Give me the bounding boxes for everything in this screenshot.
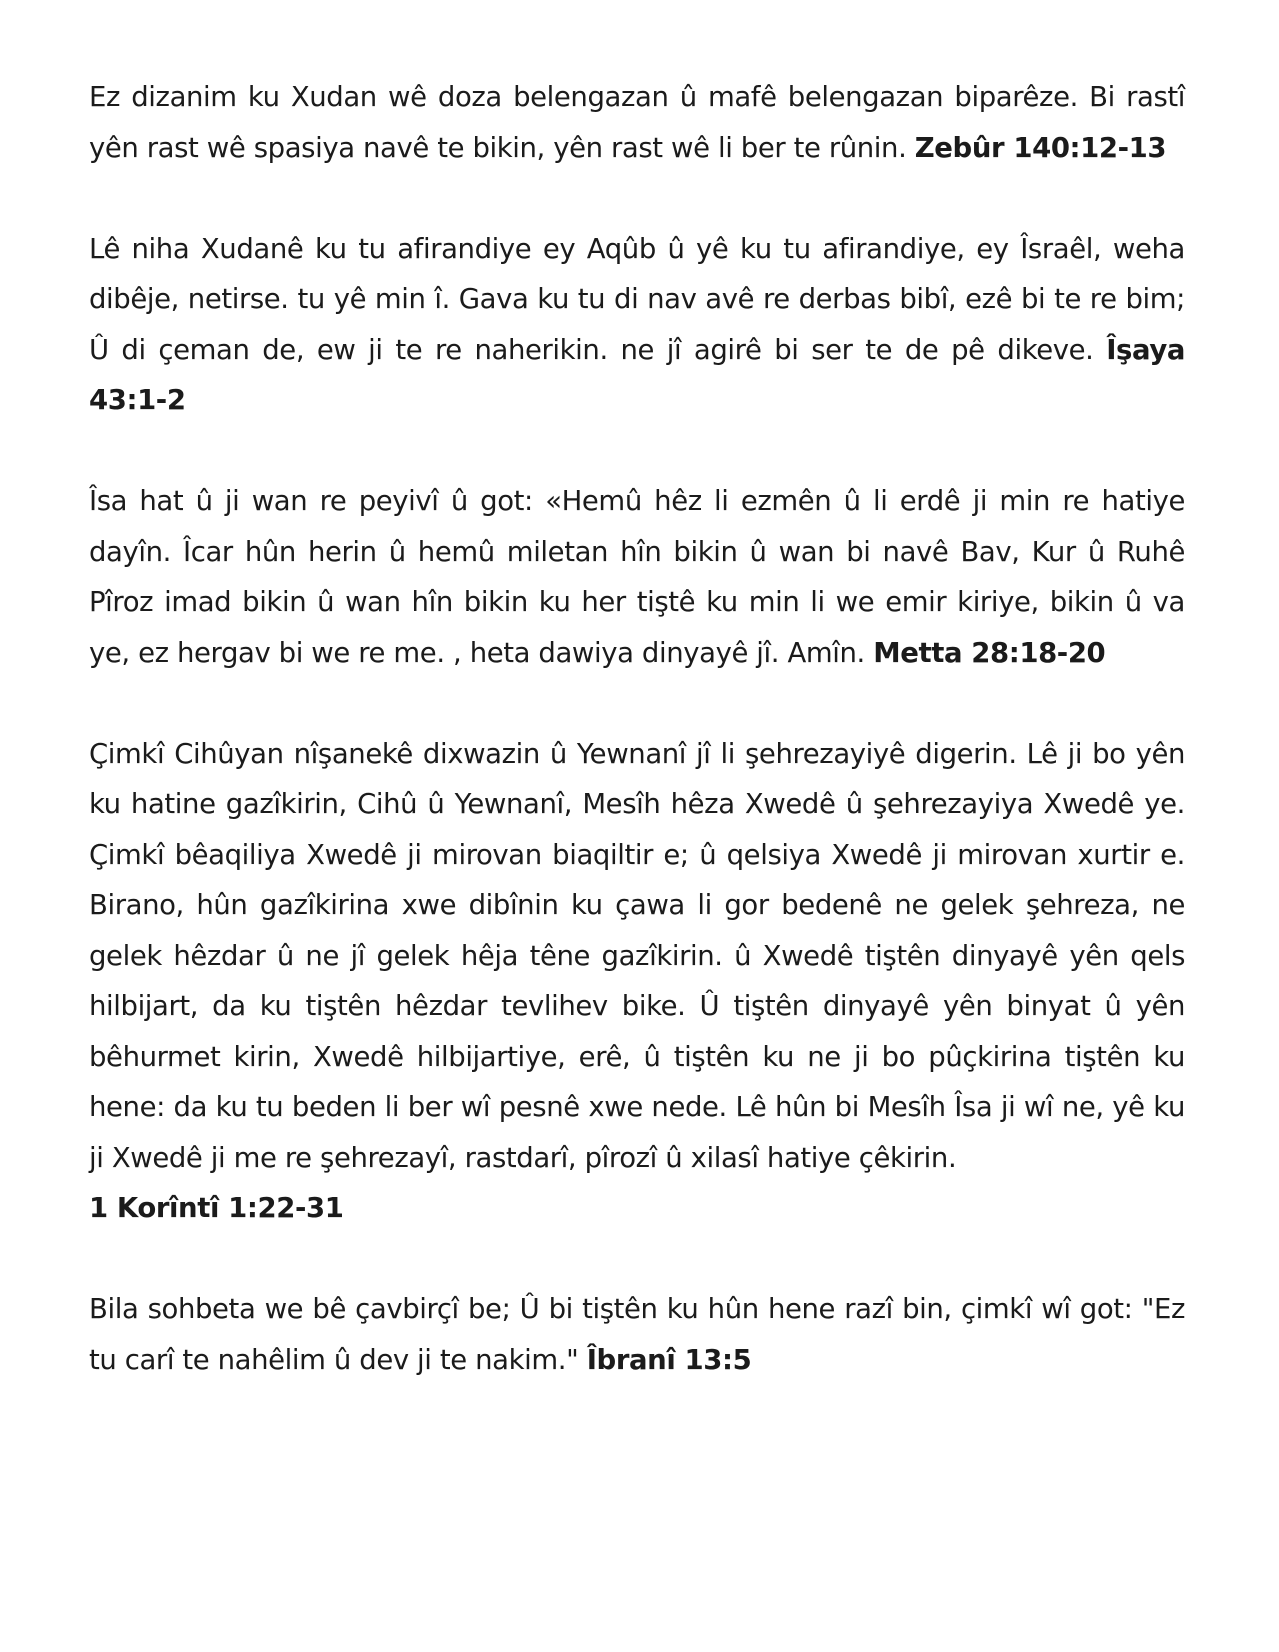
verse-reference: Metta 28:18-20 [873,636,1106,669]
passage-text: Îsa hat û ji wan re peyivî û got: «Hemû hêz li ezmên û li erdê ji min re hatiye dayîn. Îcar hûn herin û hemû miletan hîn bikin û wan bi navê Bav, Kur û Ruhê Pîroz imad bikin û wan hîn bikin ku her tiştê ku min li we emir kiriye, bikin û va ye, ez hergav bi we re me. , heta dawiya dinyayê jî. Amîn. [89,485,1185,669]
passage-text: Lê niha Xudanê ku tu afirandiye ey Aqûb û yê ku tu afirandiye, ey Îsraêl, weha dibêje, netirse. tu yê min î. Gava ku tu di nav avê re derbas bibî, ezê bi te re bim; Û di çeman de, ew ji te re naherikin. ne jî agirê bi ser te de pê dikeve. [89,232,1185,366]
passage-ibrani [89,1284,1185,1385]
document-page [89,72,1185,1436]
passage-metta [89,476,1185,678]
passage-text: Bila sohbeta we bê çavbirçî be; Û bi tiştên ku hûn hene razî bin, çimkî wî got: "Ez tu carî te nahêlim û dev ji te nakim." [89,1293,1185,1376]
passage-isaya [89,224,1185,426]
passage-zebur [89,72,1185,173]
passage-text: Çimkî Cihûyan nîşanekê dixwazin û Yewnanî jî li şehrezayiyê digerin. Lê ji bo yên ku hatine gazîkirin, Cihû û Yewnanî, Mesîh hêza Xwedê û şehrezayiya Xwedê ye. Çimkî bêaqiliya Xwedê ji mirovan biaqiltir e; û qelsiya Xwedê ji mirovan xurtir e. Birano, hûn gazîkirina xwe dibînin ku çawa li gor bedenê ne gelek şehreza, ne gelek hêzdar û ne jî gelek hêja têne gazîkirin. û Xwedê tiştên dinyayê yên qels hilbijart, da ku tiştên hêzdar tevlihev bike. Û tiştên dinyayê yên binyat û yên bêhurmet kirin, Xwedê hilbijartiye, erê, û tiştên ku ne ji bo pûçkirina tiştên ku hene: da ku tu beden li ber wî pesnê xwe nede. Lê hûn bi Mesîh Îsa ji wî ne, yê ku ji Xwedê ji me re şehrezayî, rastdarî, pîrozî û xilasî hatiye çêkirin. [89,737,1185,1174]
verse-reference: Îbranî 13:5 [586,1343,752,1376]
verse-reference: Îşaya 43:1-2 [89,333,1185,416]
passage-korinti [89,729,1185,1234]
verse-reference: 1 Korîntî 1:22-31 [89,1192,344,1224]
passage-text: Ez dizanim ku Xudan wê doza belengazan û mafê belengazan biparêze. Bi rastî yên rast wê spasiya navê te bikin, yên rast wê li ber te rûnin. [89,81,1185,164]
verse-reference: Zebûr 140:12-13 [914,131,1167,164]
